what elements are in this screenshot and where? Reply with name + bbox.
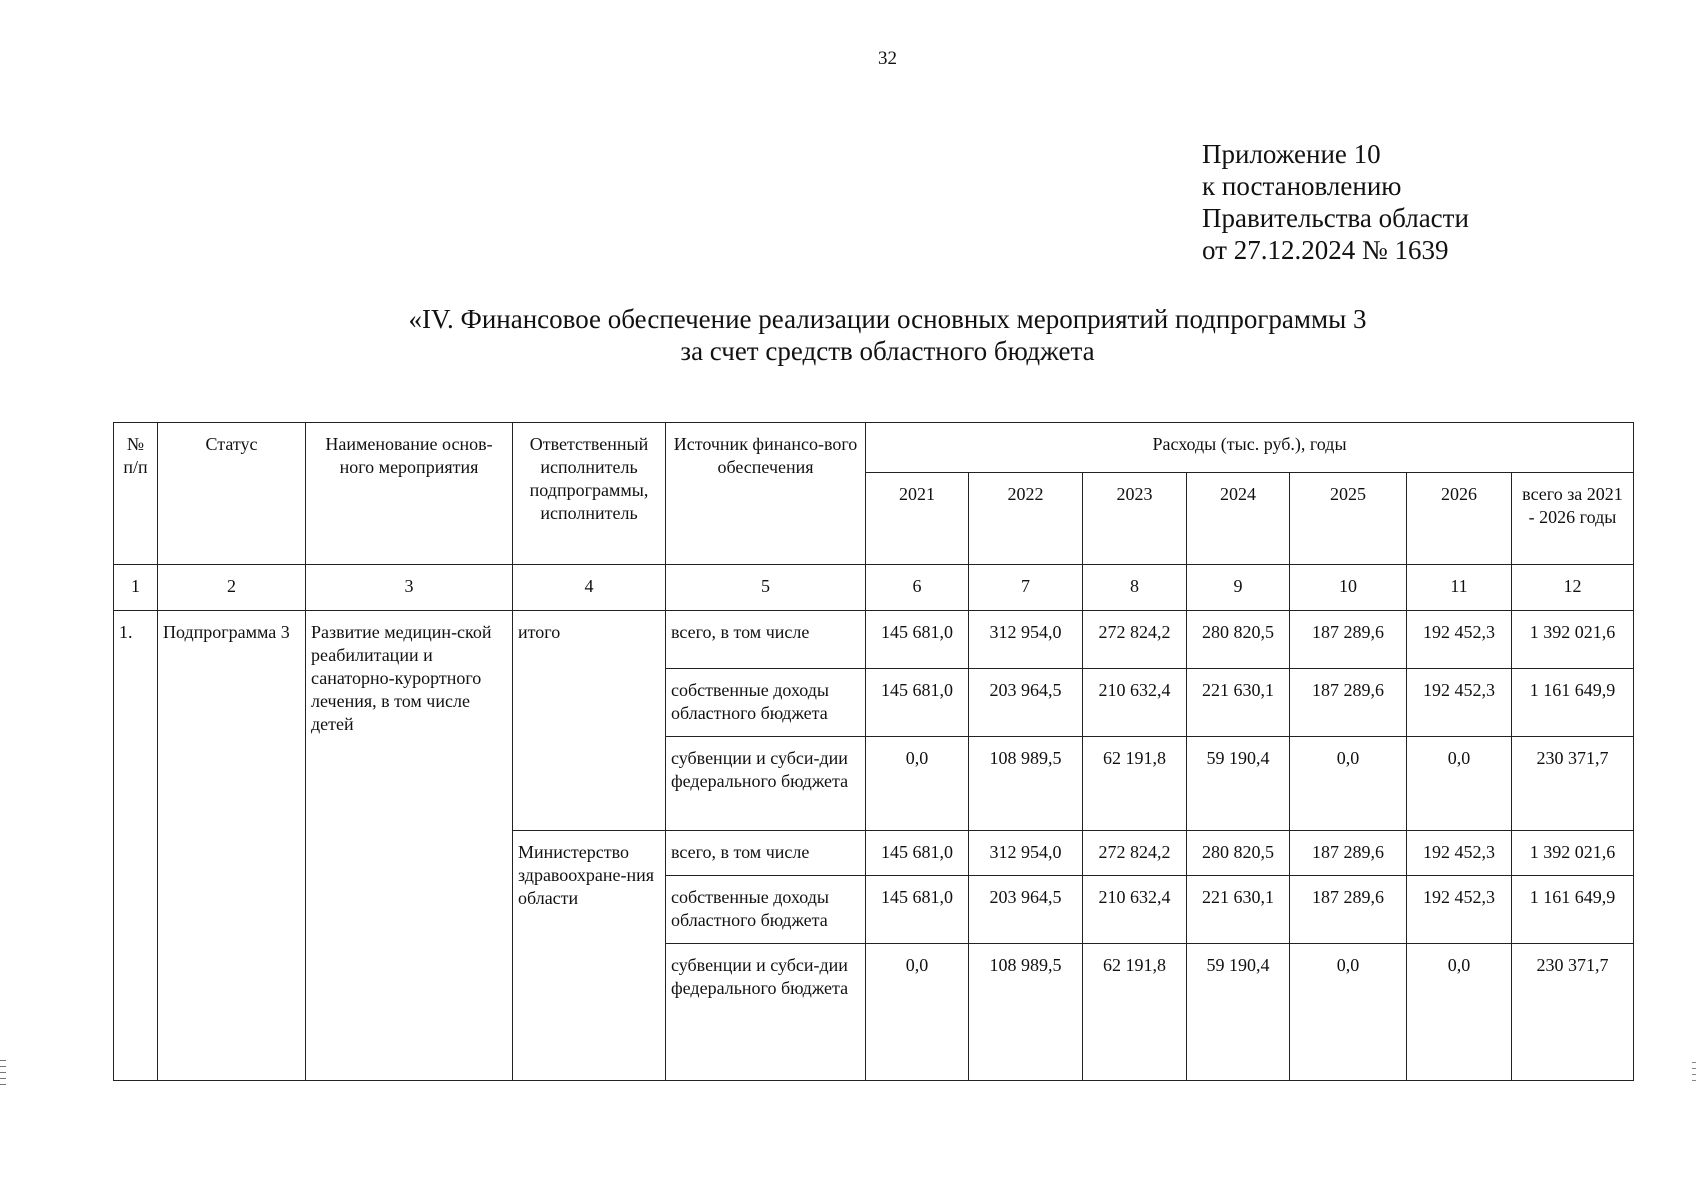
value-cell-total: 230 371,7: [1512, 737, 1634, 831]
value-cell-total: 1 392 021,6: [1512, 611, 1634, 669]
row-source: собственные доходы областного бюджета: [666, 876, 866, 944]
document-title: [0, 303, 1697, 367]
value-cell: 62 191,8: [1083, 737, 1187, 831]
value-cell-total: 230 371,7: [1512, 944, 1634, 1081]
column-number: 7: [969, 565, 1083, 611]
value-cell: 192 452,3: [1407, 876, 1512, 944]
page-number: 32: [878, 48, 897, 69]
value-cell: 108 989,5: [969, 944, 1083, 1081]
header-num: № п/п: [114, 423, 158, 565]
value-cell: 192 452,3: [1407, 611, 1512, 669]
column-number: 2: [158, 565, 306, 611]
scan-margin-marks: [1692, 1062, 1696, 1086]
value-cell: 221 630,1: [1187, 669, 1290, 737]
value-cell: 192 452,3: [1407, 831, 1512, 876]
row-responsible: Министерство здравоохране-ния области: [513, 831, 666, 1081]
value-cell: 210 632,4: [1083, 876, 1187, 944]
value-cell: 187 289,6: [1290, 669, 1407, 737]
appendix-line: Приложение 10: [1202, 139, 1381, 169]
header-source: Источник финансо-вого обеспечения: [666, 423, 866, 565]
row-source: собственные доходы областного бюджета: [666, 669, 866, 737]
column-number-row: [114, 565, 1634, 611]
header-responsible: Ответственный исполнитель подпрограммы, исполнитель: [513, 423, 666, 565]
header-year-total: всего за 2021 - 2026 годы: [1512, 473, 1634, 565]
column-number: 9: [1187, 565, 1290, 611]
value-cell: 62 191,8: [1083, 944, 1187, 1081]
header-year: 2023: [1083, 473, 1187, 565]
value-cell: 187 289,6: [1290, 831, 1407, 876]
scan-margin-marks: [0, 1060, 6, 1090]
value-cell: 312 954,0: [969, 611, 1083, 669]
row-source: субвенции и субси-дии федерального бюджета: [666, 737, 866, 831]
value-cell: 145 681,0: [866, 611, 969, 669]
value-cell: 272 824,2: [1083, 831, 1187, 876]
value-cell-total: 1 392 021,6: [1512, 831, 1634, 876]
column-number: 3: [306, 565, 513, 611]
value-cell: 145 681,0: [866, 876, 969, 944]
appendix-line: к постановлению: [1202, 171, 1402, 201]
column-number: 4: [513, 565, 666, 611]
row-source: субвенции и субси-дии федерального бюджета: [666, 944, 866, 1081]
header-year: 2026: [1407, 473, 1512, 565]
value-cell: 280 820,5: [1187, 611, 1290, 669]
financing-table: [113, 422, 1634, 1081]
column-number: 11: [1407, 565, 1512, 611]
column-number: 10: [1290, 565, 1407, 611]
value-cell: 0,0: [1407, 944, 1512, 1081]
title-line: за счет средств областного бюджета: [680, 336, 1095, 366]
header-year: 2022: [969, 473, 1083, 565]
value-cell: 0,0: [1290, 737, 1407, 831]
value-cell: 187 289,6: [1290, 611, 1407, 669]
value-cell: 59 190,4: [1187, 737, 1290, 831]
header-status: Статус: [158, 423, 306, 565]
row-num: 1.: [114, 611, 158, 1081]
appendix-line: от 27.12.2024 № 1639: [1202, 235, 1449, 265]
header-name: Наименование основ-ного мероприятия: [306, 423, 513, 565]
value-cell: 221 630,1: [1187, 876, 1290, 944]
appendix-line: Правительства области: [1202, 203, 1469, 233]
title-line: «IV. Финансовое обеспечение реализации основных мероприятий подпрограммы 3: [408, 304, 1367, 334]
value-cell: 203 964,5: [969, 876, 1083, 944]
value-cell: 280 820,5: [1187, 831, 1290, 876]
table-row: [114, 611, 1634, 669]
column-number: 12: [1512, 565, 1634, 611]
column-number: 6: [866, 565, 969, 611]
value-cell: 145 681,0: [866, 831, 969, 876]
row-status: Подпрограмма 3: [158, 611, 306, 1081]
value-cell: 187 289,6: [1290, 876, 1407, 944]
value-cell: 108 989,5: [969, 737, 1083, 831]
value-cell: 192 452,3: [1407, 669, 1512, 737]
value-cell: 0,0: [866, 944, 969, 1081]
row-source: всего, в том числе: [666, 611, 866, 669]
value-cell: 0,0: [1407, 737, 1512, 831]
row-responsible: итого: [513, 611, 666, 831]
value-cell-total: 1 161 649,9: [1512, 876, 1634, 944]
value-cell: 210 632,4: [1083, 669, 1187, 737]
header-year: 2024: [1187, 473, 1290, 565]
row-name: Развитие медицин-ской реабилитации и санаторно-курортного лечения, в том числе детей: [306, 611, 513, 1081]
appendix-block: [1202, 138, 1469, 266]
column-number: 8: [1083, 565, 1187, 611]
header-expenses: Расходы (тыс. руб.), годы: [866, 423, 1634, 473]
column-number: 1: [114, 565, 158, 611]
value-cell-total: 1 161 649,9: [1512, 669, 1634, 737]
value-cell: 0,0: [866, 737, 969, 831]
header-year: 2021: [866, 473, 969, 565]
value-cell: 145 681,0: [866, 669, 969, 737]
header-year: 2025: [1290, 473, 1407, 565]
row-source: всего, в том числе: [666, 831, 866, 876]
value-cell: 59 190,4: [1187, 944, 1290, 1081]
value-cell: 0,0: [1290, 944, 1407, 1081]
column-number: 5: [666, 565, 866, 611]
value-cell: 272 824,2: [1083, 611, 1187, 669]
value-cell: 203 964,5: [969, 669, 1083, 737]
value-cell: 312 954,0: [969, 831, 1083, 876]
